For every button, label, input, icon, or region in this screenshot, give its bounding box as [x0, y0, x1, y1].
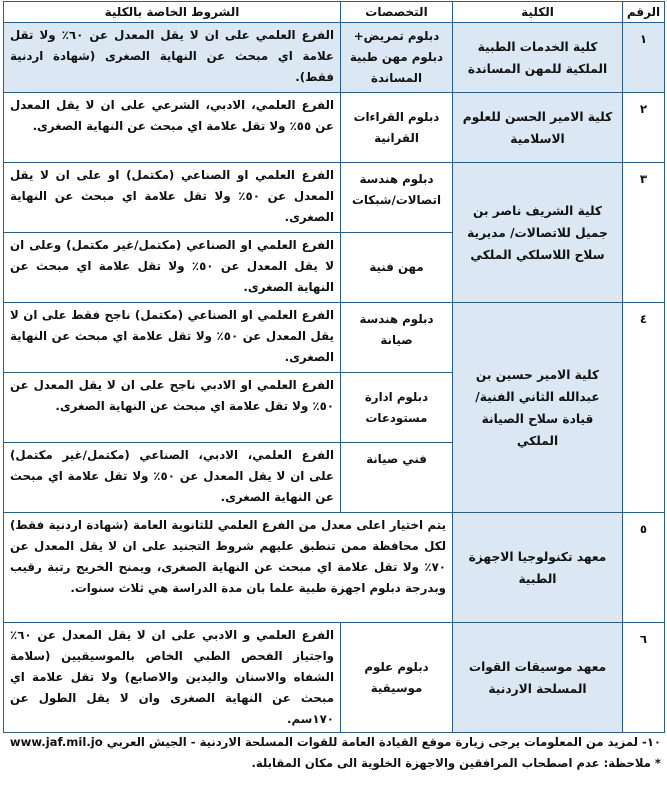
- table-row: [4, 23, 665, 93]
- conditions: الفرع العلمي، الادبي، الصناعي (مكتمل/غير مكتمل) على ان لا يقل المعدل عن ٥٠٪ ولا تقل علامة اي مبحث عن النهاية الصغرى.: [4, 443, 341, 513]
- conditions: الفرع العلمي او الصناعي (مكتمل) او على ان لا يقل المعدل عن ٥٠٪ ولا تقل علامة اي مبحث عن النهاية الصغرى.: [4, 163, 341, 233]
- footer-notes: [6, 732, 661, 774]
- table-row: [4, 93, 665, 163]
- header-college: الكلية: [453, 2, 623, 23]
- row-num: ١: [623, 23, 665, 93]
- specialization: مهن فنية: [341, 233, 453, 303]
- college-name: كلية الشريف ناصر بن جميل للاتصالات/ مديرية سلاح اللاسلكي الملكي: [453, 163, 623, 303]
- colleges-table: [3, 1, 665, 733]
- row-num: ٦: [623, 623, 665, 733]
- row-num: ٣: [623, 163, 665, 303]
- specialization: دبلوم القراءات القرانية: [341, 93, 453, 163]
- header-spec: التخصصات: [341, 2, 453, 23]
- conditions: الفرع العلمي على ان لا يقل المعدل عن ٦٠٪ ولا تقل علامة اي مبحث عن النهاية الصغرى (شهادة اردنية فقط).: [4, 23, 341, 93]
- table-row: [4, 513, 665, 623]
- conditions: يتم اختيار اعلى معدل من الفرع العلمي للثانوية العامة (شهادة اردنية فقط) لكل محافظة ممن تنطبق عليهم شروط التجنيد على ان لا يقل المعدل عن ٧٠٪ ولا تقل علامة اي مبحث عن النهاية الصغرى، ويمنح الخريج رتبة رقيب وبدرجة دبلوم اجهزة طبية علما بان مدة الدراسة هي ثلاث سنوات.: [4, 513, 453, 623]
- header-cond: الشروط الخاصة بالكلية: [4, 2, 341, 23]
- college-name: كلية الامير الحسن للعلوم الاسلامية: [453, 93, 623, 163]
- specialization: دبلوم ادارة مستودعات: [341, 373, 453, 443]
- specialization: دبلوم تمريض+ دبلوم مهن طبية المساندة: [341, 23, 453, 93]
- specialization: فني صيانة: [341, 443, 453, 513]
- table-row: [4, 163, 665, 233]
- header-num: الرقم: [623, 2, 665, 23]
- attention-note: * ملاحظة: عدم اصطحاب المرافقين والاجهزة الخلوية الى مكان المقابلة.: [251, 756, 661, 770]
- conditions: الفرع العلمي او الادبي ناجح على ان لا يقل المعدل عن ٥٠٪ ولا تقل علامة اي مبحث عن النهاية الصغرى.: [4, 373, 341, 443]
- conditions: الفرع العلمي او الصناعي (مكتمل/غير مكتمل) وعلى ان لا يقل المعدل عن ٥٠٪ ولا تقل علامة اي مبحث عن النهاية الصغرى.: [4, 233, 341, 303]
- row-num: ٥: [623, 513, 665, 623]
- row-num: ٢: [623, 93, 665, 163]
- specialization: دبلوم هندسة صيانة: [341, 303, 453, 373]
- specialization: دبلوم هندسة اتصالات/شبكات: [341, 163, 453, 233]
- college-name: معهد تكنولوجيا الاجهزة الطبية: [453, 513, 623, 623]
- table-row: [4, 623, 665, 733]
- college-name: كلية الامير حسين بن عبدالله الثاني الفنية/ قيادة سلاح الصيانة الملكي: [453, 303, 623, 513]
- college-name: كلية الخدمات الطبية الملكية للمهن المساندة: [453, 23, 623, 93]
- row-num: ٤: [623, 303, 665, 513]
- table-row: [4, 303, 665, 373]
- specialization: دبلوم علوم موسيقية: [341, 623, 453, 733]
- table-header-row: [4, 2, 665, 23]
- conditions: الفرع العلمي و الادبي على ان لا يقل المعدل عن ٦٠٪ واجتياز الفحص الطبي الخاص بالموسيقيين (سلامة الشفاه والاسنان واليدين والاصابع) ولا تقل علامة اي مبحث عن النهاية الصغرى وان لا يقل الطول عن ١٧٠سم.: [4, 623, 341, 733]
- conditions: الفرع العلمي او الصناعي (مكتمل) ناجح فقط على ان لا يقل المعدل عن ٥٠٪ ولا تقل علامة اي مبحث عن النهاية الصغرى.: [4, 303, 341, 373]
- conditions: الفرع العلمي، الادبي، الشرعي على ان لا يقل المعدل عن ٥٥٪ ولا تقل علامة اي مبحث عن النهاية الصغرى.: [4, 93, 341, 163]
- more-info-note: ١٠- لمزيد من المعلومات يرجى زيارة موقع القيادة العامة للقوات المسلحة الاردنية - الجيش العربي www.jaf.mil.jo: [9, 735, 661, 749]
- college-name: معهد موسيقات القوات المسلحة الاردنية: [453, 623, 623, 733]
